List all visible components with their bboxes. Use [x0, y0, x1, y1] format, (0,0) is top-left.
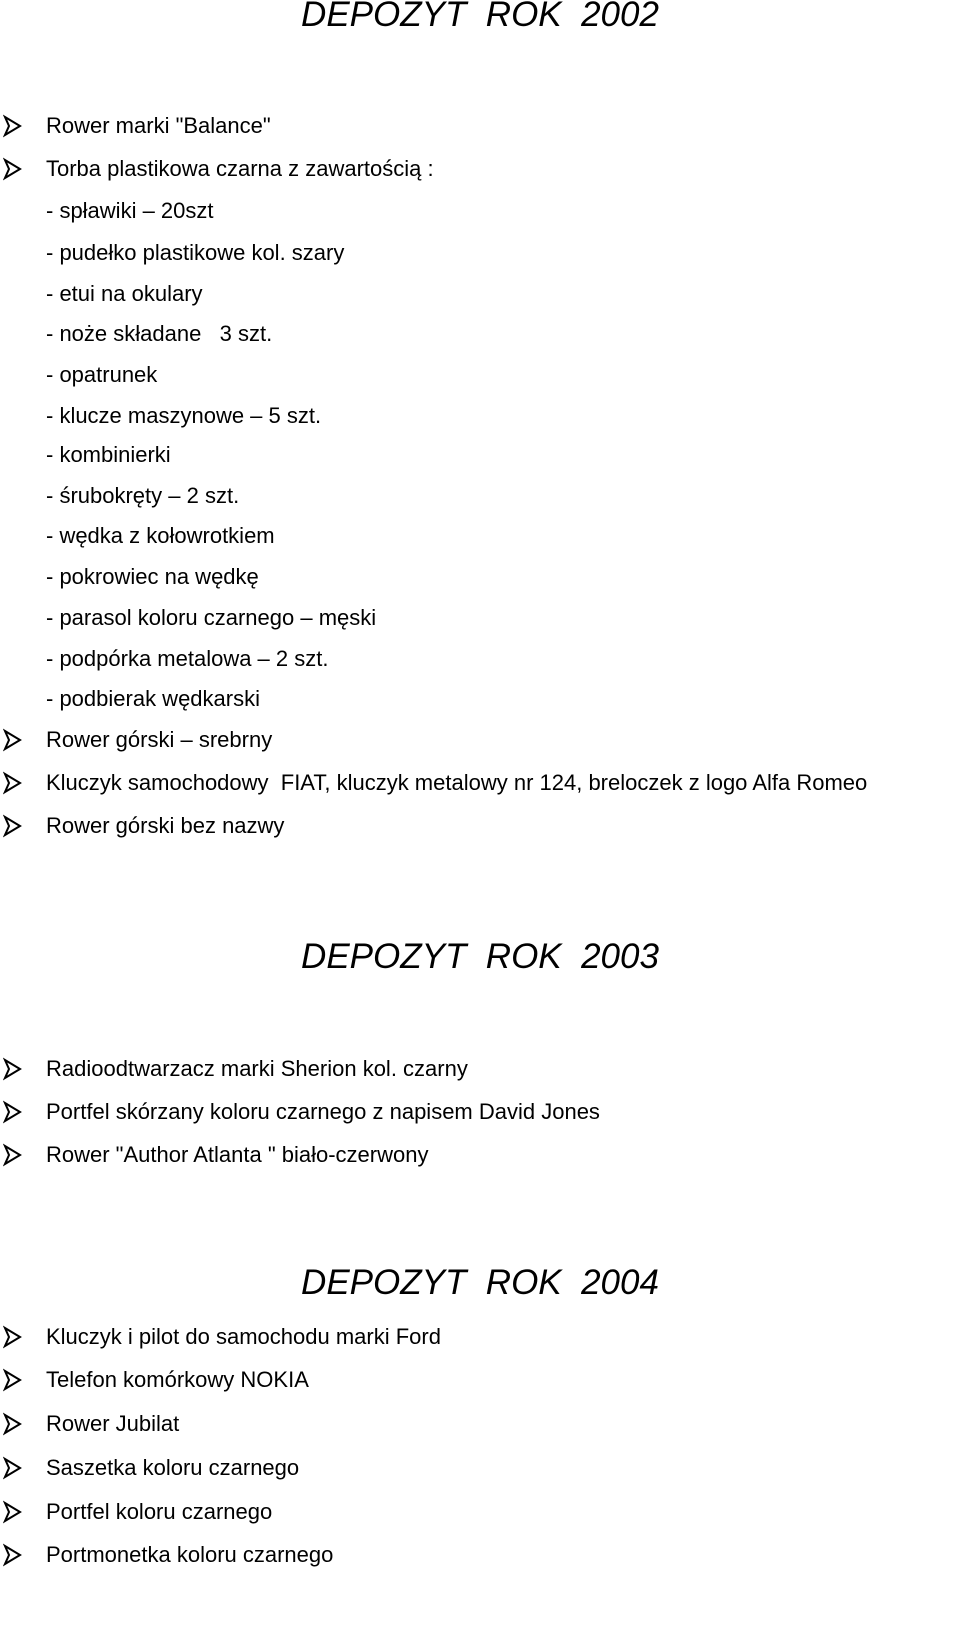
list-item: Rower górski bez nazwy: [46, 813, 285, 838]
sub-list-item: - spławiki – 20szt: [46, 198, 214, 223]
arrowhead-bullet-icon: [3, 812, 33, 840]
sub-list-item: - noże składane 3 szt.: [46, 321, 273, 346]
arrowhead-bullet-icon: [3, 1541, 33, 1569]
arrowhead-bullet-icon: [3, 1323, 33, 1351]
arrowhead-bullet-icon: [3, 1098, 33, 1126]
arrowhead-bullet-icon: [3, 726, 33, 754]
section-heading: DEPOZYT ROK 2003: [301, 937, 659, 976]
arrowhead-bullet-icon: [3, 769, 33, 797]
list-item: Portfel koloru czarnego: [46, 1499, 273, 1524]
arrowhead-bullet-icon: [3, 1366, 33, 1394]
list-item: Rower górski – srebrny: [46, 727, 273, 752]
list-item: Radioodtwarzacz marki Sherion kol. czarny: [46, 1056, 468, 1081]
sub-list-item: - kombinierki: [46, 442, 171, 467]
list-item: Rower "Author Atlanta " biało-czerwony: [46, 1142, 429, 1167]
arrowhead-bullet-icon: [3, 1410, 33, 1438]
sub-list-item: - wędka z kołowrotkiem: [46, 523, 275, 548]
section-heading: DEPOZYT ROK 2004: [301, 1263, 659, 1302]
list-item: Torba plastikowa czarna z zawartością :: [46, 156, 434, 181]
list-item: Telefon komórkowy NOKIA: [46, 1367, 309, 1392]
arrowhead-bullet-icon: [3, 1498, 33, 1526]
sub-list-item: - śrubokręty – 2 szt.: [46, 483, 240, 508]
sub-list-item: - parasol koloru czarnego – męski: [46, 605, 377, 630]
arrowhead-bullet-icon: [3, 1141, 33, 1169]
list-item: Rower marki "Balance": [46, 113, 271, 138]
list-item: Kluczyk i pilot do samochodu marki Ford: [46, 1324, 441, 1349]
list-item: Portmonetka koloru czarnego: [46, 1542, 334, 1567]
arrowhead-bullet-icon: [3, 112, 33, 140]
list-item: Rower Jubilat: [46, 1411, 180, 1436]
sub-list-item: - opatrunek: [46, 362, 158, 387]
sub-list-item: - podpórka metalowa – 2 szt.: [46, 646, 329, 671]
sub-list-item: - pudełko plastikowe kol. szary: [46, 240, 345, 265]
arrowhead-bullet-icon: [3, 155, 33, 183]
list-item: Saszetka koloru czarnego: [46, 1455, 300, 1480]
sub-list-item: - podbierak wędkarski: [46, 686, 260, 711]
sub-list-item: - etui na okulary: [46, 281, 203, 306]
arrowhead-bullet-icon: [3, 1055, 33, 1083]
list-item: Portfel skórzany koloru czarnego z napisem David Jones: [46, 1099, 600, 1124]
sub-list-item: - pokrowiec na wędkę: [46, 564, 259, 589]
section-heading: DEPOZYT ROK 2002: [301, 0, 659, 34]
arrowhead-bullet-icon: [3, 1454, 33, 1482]
sub-list-item: - klucze maszynowe – 5 szt.: [46, 403, 322, 428]
list-item: Kluczyk samochodowy FIAT, kluczyk metalowy nr 124, breloczek z logo Alfa Romeo: [46, 770, 868, 795]
